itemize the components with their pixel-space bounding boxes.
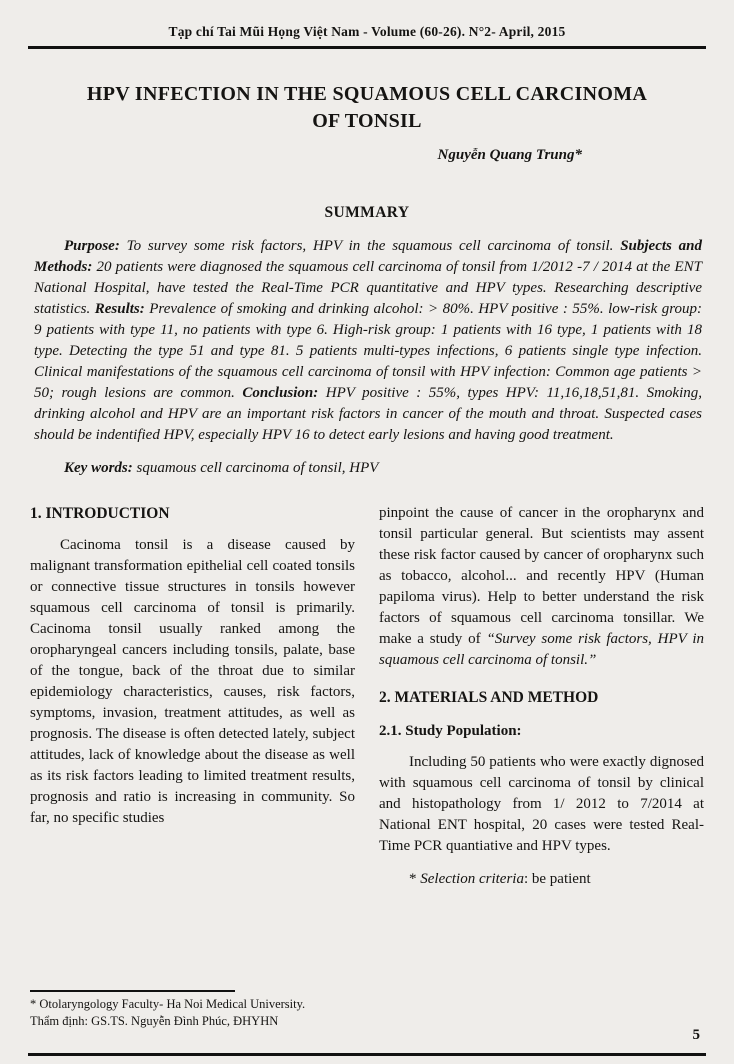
introduction-paragraph: Cacinoma tonsil is a disease caused by malignant transformation epithelial cell coated tonsils or connective tissue structures in tonsils however squamous cell carcinoma of tonsil is primarily. Cacinoma tonsil usually ranked among the oropharyngeal cancers including tonsils, palate, base of the tongue, back of the throat due to similar epidemiology characteristics, causes, risk factors, symptoms, invasion, treatment attitudes, as well as prognosis. The disease is often detected lately, subject attitudes, lack of knowledge about the disease as well as its risk factors leading to limited treatment results, prognosis and ratio is increasing in community. So far, no specific studies <box>30 536 355 826</box>
summary-paragraph: Purpose: To survey some risk factors, HPV in the squamous cell carcinoma of tonsil. Subjects and Methods: 20 patients were diagnosed the squamous cell carcinoma of tonsil from 1/2012 -7 / 2014 at the ENT National Hospital, have tested the Real-Time PCR quantitative and HPV types. Researching descriptive statistics. Results: Prevalence of smoking and drinking alcohol: > 80%. HPV positive : 55%. low-risk group: 9 patients with type 11, no patients with type 6. High-risk group: 1 patients with 16 type, 1 patients with 18 type. Detecting the type 51 and type 81. 5 patients multi-types infections, 6 patients single type infection. Clinical manifestations of the squamous cell carcinoma of tonsil with HPV infection: Common age patients > 50; rough lesions are common. Conclusion: HPV positive : 55%, types HPV: 11,16,18,51,81. Smoking, drinking alcohol and HPV are an important risk factors in cancer of the mouth and throat. Suspected cases should be indentified HPV, especially HPV 16 to detect early lesions and having good treatment. <box>34 238 703 443</box>
footnote-affiliation: * Otolaryngology Faculty- Ha Noi Medical University. <box>30 997 306 1012</box>
materials-heading: 2. MATERIALS AND METHOD <box>379 689 599 706</box>
right-column <box>379 503 704 890</box>
header-rule <box>28 46 706 49</box>
footnote-rule <box>30 990 235 992</box>
introduction-heading: 1. INTRODUCTION <box>30 505 170 522</box>
paper-title-line1: HPV INFECTION IN THE SQUAMOUS CELL CARCINOMA <box>86 83 648 105</box>
keywords-line: Key words: squamous cell carcinoma of tonsil, HPV <box>64 460 379 476</box>
footnote <box>30 990 360 1030</box>
introduction-continuation-paragraph: pinpoint the cause of cancer in the oropharynx and tonsil particular general. But scientists may assent these risk factor caused by cancer of oropharynx such as tobacco, alcohol... and recently HPV (Human papiloma virus). Help to better understand the risk factors of squamous cell carcinoma tonsillar. We make a study of “Survey some risk factors, HPV in squamous cell carcinoma of tonsil.” <box>379 505 705 668</box>
selection-criteria-line: * Selection criteria: be patient <box>409 870 591 887</box>
footnote-reviewer: Thẩm định: GS.TS. Nguyễn Đình Phúc, ĐHYHN <box>30 1014 279 1029</box>
author: Nguyễn Quang Trung* <box>437 147 582 163</box>
two-column-body <box>30 503 704 890</box>
study-population-heading: 2.1. Study Population: <box>379 722 522 739</box>
summary-heading: SUMMARY <box>324 204 410 221</box>
paper-title <box>46 81 688 135</box>
journal-header: Tạp chí Tai Mũi Họng Việt Nam - Volume (60-26). N°2- April, 2015 <box>168 24 566 39</box>
study-population-paragraph: Including 50 patients who were exactly dignosed with squamous cell carcinoma of tonsil by clinical and histopathology from 1/ 2012 to 7/2014 at National ENT hospital, 20 cases were tested Real-Time PCR quantiative and HPV types. <box>379 753 704 854</box>
left-column <box>30 503 355 890</box>
bottom-rule <box>28 1053 706 1056</box>
page-number: 5 <box>692 1027 700 1043</box>
paper-title-line2: OF TONSIL <box>312 110 422 132</box>
